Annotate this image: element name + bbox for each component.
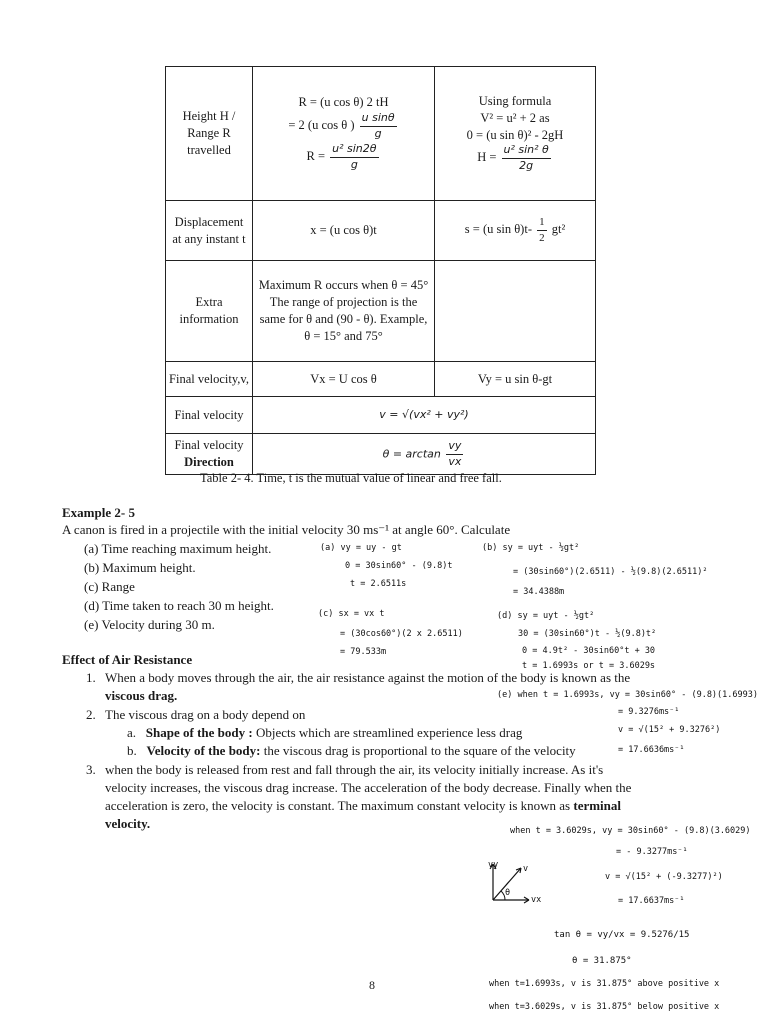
term-velocity: velocity.	[105, 816, 151, 831]
hw-line: = 17.6636ms⁻¹	[618, 745, 685, 755]
hw-line: = 9.3276ms⁻¹	[618, 707, 680, 717]
hw-line: = 34.4388m	[513, 587, 565, 597]
formula-text: s = (u sin θ)t-	[464, 222, 532, 237]
list-number: 1.	[86, 670, 96, 685]
example-title: Example 2- 5	[62, 505, 135, 520]
denominator: vx	[448, 454, 462, 468]
example-item: (a) Time reaching maximum height.	[84, 541, 272, 556]
example-intro: A canon is fired in a projectile with the initial velocity 30 ms⁻¹ at angle 60°. Calculate	[62, 522, 511, 537]
example-item: (e) Velocity during 30 m.	[84, 617, 215, 632]
hw-line: = 79.533m	[340, 647, 387, 657]
formula-cell: v = √(vx² + vy²)	[253, 397, 596, 434]
hw-line: t = 2.6511s	[350, 579, 407, 589]
empty-cell	[435, 261, 596, 362]
formula-text: θ = arctan	[382, 447, 441, 460]
page-number: 8	[369, 978, 375, 992]
formula-line: R = (u cos θ) 2 tH	[298, 95, 389, 110]
hw-line: tan θ = vy/vx = 9.5276/15	[554, 930, 690, 940]
formula-line	[256, 111, 431, 142]
paragraph-line: When a body moves through the air, the air resistance against the motion of the body is known as the	[105, 670, 631, 685]
formula-text: gt²	[551, 222, 566, 237]
linear-cell: Vx = U cos θ	[253, 362, 435, 397]
sub-term: Velocity of the body:	[146, 743, 261, 758]
hw-line: = 17.6637ms⁻¹	[618, 896, 685, 906]
vertical-cell	[435, 201, 596, 261]
hw-line: = - 9.3277ms⁻¹	[616, 847, 688, 857]
formula-text: R =	[306, 149, 325, 164]
hw-line: (a) vy = uy - gt	[320, 543, 402, 553]
vertical-cell: Vy = u sin θ-gt	[435, 362, 596, 397]
projectile-table	[165, 66, 596, 475]
info-cell: Maximum R occurs when θ = 45° The range of projection is the same for θ and (90 - θ). Example, θ = 15° and 75°	[253, 261, 435, 362]
term-viscous-drag: viscous drag.	[105, 688, 178, 703]
denominator: 2g	[519, 159, 534, 173]
table-row	[166, 201, 596, 261]
hw-line: v = √(15² + 9.3276²)	[618, 725, 721, 735]
paragraph-line: The viscous drag on a body depend on	[105, 707, 306, 722]
table-row	[166, 261, 596, 362]
formula-line: V² = u² + 2 as	[480, 110, 550, 125]
numerator: vy	[446, 439, 463, 455]
table-row	[166, 362, 596, 397]
hw-line: (c) sx = vx t	[318, 609, 385, 619]
sketch-label: v	[523, 864, 529, 874]
row-label: Displacement at any instant t	[166, 201, 253, 261]
table-row	[166, 67, 596, 201]
hw-line: v = √(15² + (-9.3277)²)	[605, 872, 723, 882]
fraction	[537, 215, 547, 246]
numerator: u sinθ	[360, 111, 397, 127]
paragraph-line: velocity increases, the viscous drag increase. The acceleration of the body decrease. Finally when the	[105, 780, 632, 795]
vertical-cell	[435, 67, 596, 201]
paragraph-line: when the body is released from rest and fall through the air, its velocity initially increase. As it's	[105, 762, 604, 777]
label-line: Direction	[184, 455, 234, 469]
example-item: (b) Maximum height.	[84, 560, 196, 575]
sub-item	[127, 743, 576, 759]
linear-cell: x = (u cos θ)t	[253, 201, 435, 261]
list-number: 2.	[86, 707, 96, 722]
table-row	[166, 397, 596, 434]
section-title: Effect of Air Resistance	[62, 652, 193, 667]
fraction	[446, 439, 463, 470]
sketch-label: vx	[531, 895, 542, 905]
hw-line: when t=3.6029s, v is 31.875° below positive x	[489, 1002, 720, 1012]
numerator: 1	[537, 215, 547, 231]
table-row	[166, 434, 596, 475]
numerator: u² sin² θ	[502, 143, 551, 159]
hw-line: = (30cos60°)(2 x 2.6511)	[340, 629, 463, 639]
hw-line: = (30sin60°)(2.6511) - ½(9.8)(2.6511)²	[513, 567, 708, 577]
hw-line: (e) when t = 1.6993s, vy = 30sin60° - (9.8)(1.6993)	[497, 690, 758, 700]
example-item: (d) Time taken to reach 30 m height.	[84, 598, 274, 613]
hw-line: when t = 3.6029s, vy = 30sin60° - (9.8)(3.6029)	[510, 826, 751, 836]
hw-line: 0 = 30sin60° - (9.8)t	[345, 561, 453, 571]
term-terminal: terminal	[573, 798, 622, 813]
sketch-label: vy	[488, 860, 499, 870]
table-caption: Table 2- 4. Time, t is the mutual value of linear and free fall.	[200, 471, 502, 485]
denominator: g	[350, 157, 358, 171]
fraction	[360, 111, 397, 142]
paragraph-text: acceleration is zero, the velocity is constant. The maximum constant velocity is known as	[105, 798, 571, 813]
hw-line: θ = 31.875°	[572, 956, 632, 966]
formula-text: H =	[477, 150, 497, 165]
sub-text: Objects which are streamlined experience less drag	[255, 725, 523, 740]
numerator: u² sin2θ	[330, 142, 378, 158]
formula-line	[438, 143, 592, 174]
hw-line: when t=1.6993s, v is 31.875° above positive x	[489, 979, 720, 989]
sketch-label: θ	[505, 888, 511, 898]
sub-item	[127, 725, 522, 741]
list-number: 3.	[86, 762, 96, 777]
row-label: Final velocity,v,	[166, 362, 253, 397]
sub-text: the viscous drag is proportional to the square of the velocity	[263, 743, 576, 758]
sub-term: Shape of the body :	[145, 725, 253, 740]
denominator: g	[374, 127, 382, 141]
hw-line: 0 = 4.9t² - 30sin60°t + 30	[522, 646, 656, 656]
hw-line: 30 = (30sin60°)t - ½(9.8)t²	[518, 629, 657, 639]
row-label	[166, 434, 253, 475]
label-line: Final velocity	[174, 438, 244, 453]
formula-line: Using formula	[478, 93, 552, 108]
formula-line: 0 = (u sin θ)² - 2gH	[466, 127, 564, 142]
fraction	[502, 143, 551, 174]
paragraph-line	[105, 798, 621, 814]
row-label: Extra information	[166, 261, 253, 362]
example-item: (c) Range	[84, 579, 135, 594]
row-label: Height H / Range R travelled	[166, 67, 253, 201]
hw-line: t = 1.6993s or t = 3.6029s	[522, 661, 656, 671]
formula-line	[256, 142, 431, 173]
hw-line: (b) sy = uyt - ½gt²	[482, 543, 580, 553]
fraction	[330, 142, 378, 173]
denominator: 2	[539, 232, 545, 244]
formula-text: = 2 (u cos θ )	[288, 118, 355, 133]
hw-line: (d) sy = uyt - ½gt²	[497, 611, 595, 621]
formula-cell	[253, 434, 596, 475]
row-label: Final velocity	[166, 397, 253, 434]
sub-marker: b.	[127, 743, 137, 758]
sub-marker: a.	[127, 725, 137, 740]
linear-cell	[253, 67, 435, 201]
